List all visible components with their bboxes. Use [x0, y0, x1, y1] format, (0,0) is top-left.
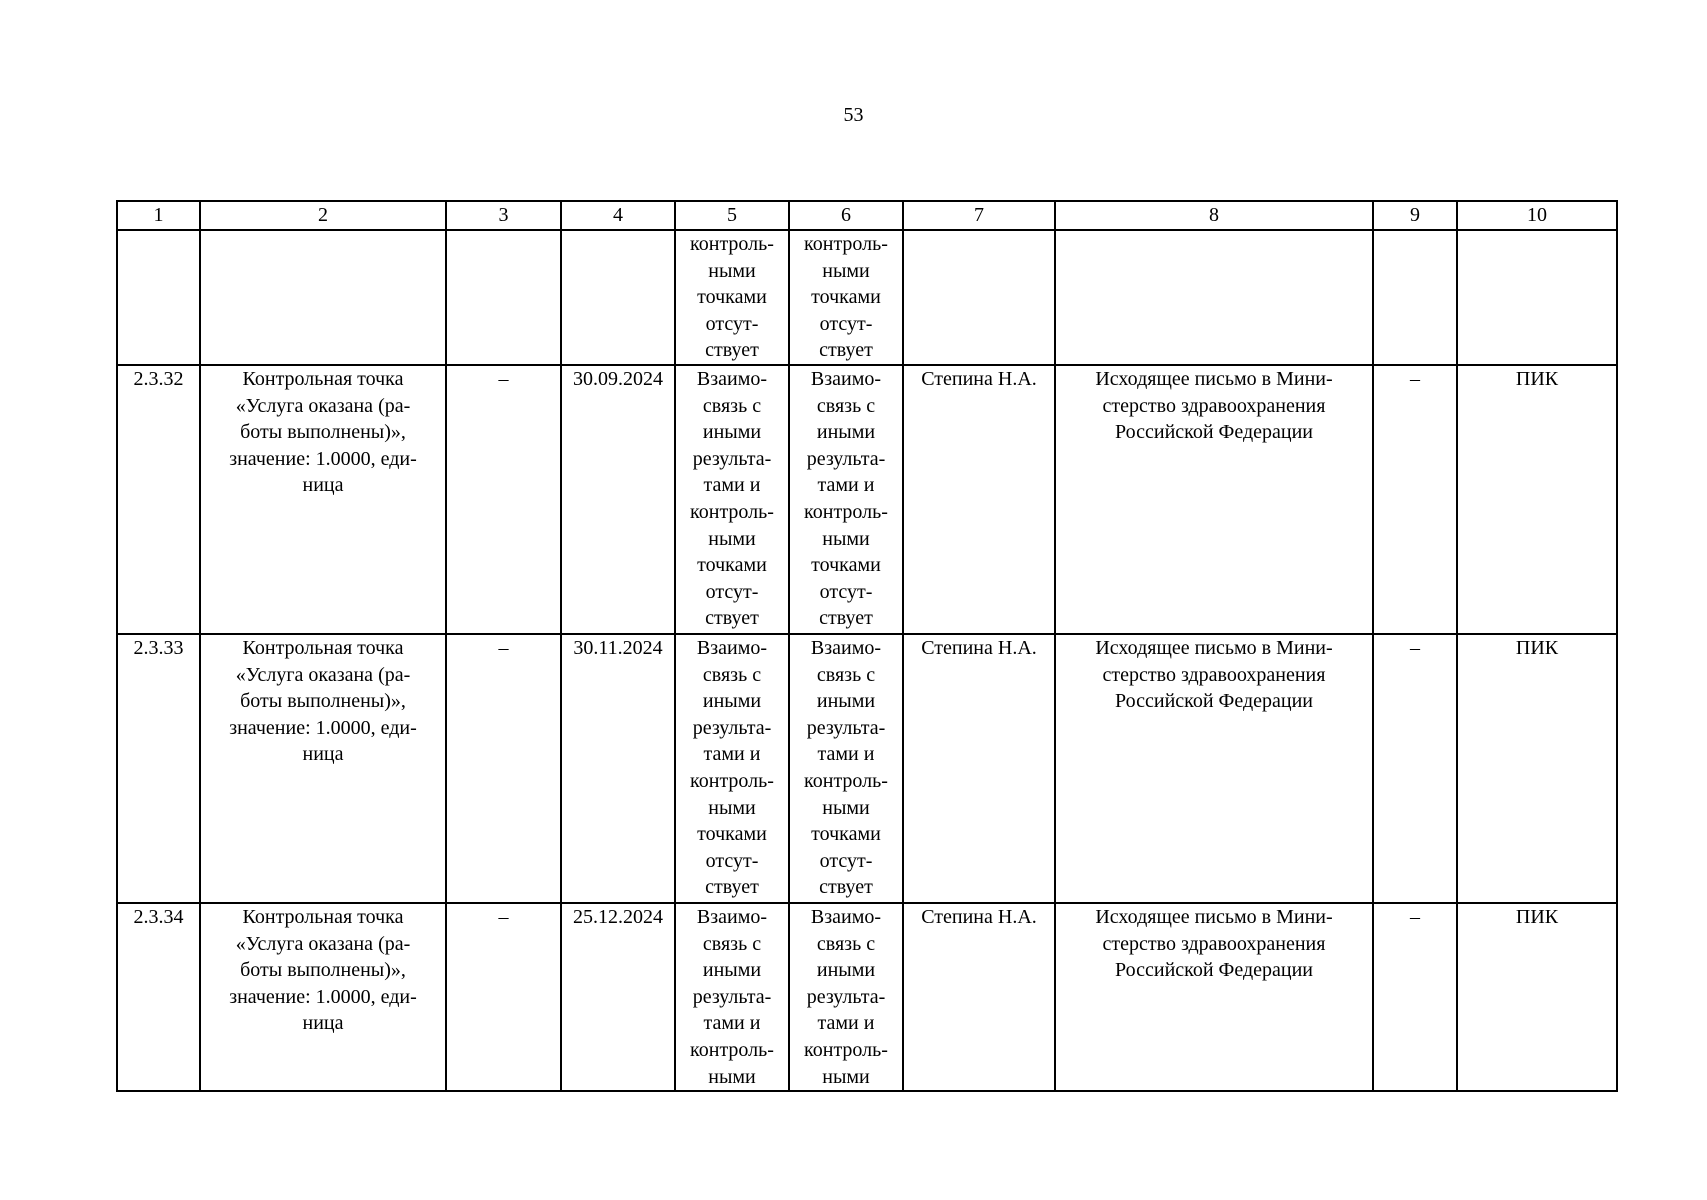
- system-cell: ПИК: [1457, 365, 1617, 634]
- dash-cell: –: [1373, 903, 1457, 1091]
- cell-empty: [903, 230, 1055, 365]
- column-header-6: 6: [789, 201, 903, 230]
- relationship-cell: Взаимо- связь с иными результа- тами и контроль- ными: [675, 903, 789, 1091]
- control-point-name: Контрольная точка «Услуга оказана (ра- боты выполнены)», значение: 1.0000, еди- ница: [200, 634, 446, 903]
- responsible-person: Степина Н.А.: [903, 634, 1055, 903]
- column-header-5: 5: [675, 201, 789, 230]
- relationship-cell: контроль- ными точками отсут- ствует: [675, 230, 789, 365]
- responsible-person: Степина Н.А.: [903, 903, 1055, 1091]
- date-cell: 30.11.2024: [561, 634, 675, 903]
- relationship-cell: Взаимо- связь с иными результа- тами и контроль- ными точками отсут- ствует: [789, 634, 903, 903]
- column-header-3: 3: [446, 201, 561, 230]
- column-header-9: 9: [1373, 201, 1457, 230]
- relationship-cell: Взаимо- связь с иными результа- тами и контроль- ными точками отсут- ствует: [789, 365, 903, 634]
- cell-empty: [1055, 230, 1373, 365]
- dash-cell: –: [1373, 365, 1457, 634]
- row-number: 2.3.32: [117, 365, 200, 634]
- row-number: 2.3.33: [117, 634, 200, 903]
- document-type: Исходящее письмо в Мини- стерство здравоохранения Российской Федерации: [1055, 903, 1373, 1091]
- column-header-4: 4: [561, 201, 675, 230]
- relationship-cell: контроль- ными точками отсут- ствует: [789, 230, 903, 365]
- system-cell: ПИК: [1457, 903, 1617, 1091]
- cell-empty: [1373, 230, 1457, 365]
- relationship-cell: Взаимо- связь с иными результа- тами и контроль- ными точками отсут- ствует: [675, 634, 789, 903]
- cell-empty: [117, 230, 200, 365]
- relationship-cell: Взаимо- связь с иными результа- тами и контроль- ными: [789, 903, 903, 1091]
- document-type: Исходящее письмо в Мини- стерство здравоохранения Российской Федерации: [1055, 634, 1373, 903]
- control-point-name: Контрольная точка «Услуга оказана (ра- боты выполнены)», значение: 1.0000, еди- ница: [200, 365, 446, 634]
- page-number: 53: [843, 104, 864, 126]
- table-row: [117, 365, 1617, 634]
- cell-empty: [1457, 230, 1617, 365]
- date-cell: 25.12.2024: [561, 903, 675, 1091]
- dash-cell: –: [446, 365, 561, 634]
- dash-cell: –: [1373, 634, 1457, 903]
- column-header-1: 1: [117, 201, 200, 230]
- dash-cell: –: [446, 634, 561, 903]
- row-number: 2.3.34: [117, 903, 200, 1091]
- column-header-8: 8: [1055, 201, 1373, 230]
- column-header-10: 10: [1457, 201, 1617, 230]
- cell-empty: [200, 230, 446, 365]
- date-cell: 30.09.2024: [561, 365, 675, 634]
- cell-empty: [561, 230, 675, 365]
- cell-empty: [446, 230, 561, 365]
- continuation-row: [117, 230, 1617, 365]
- column-header-2: 2: [200, 201, 446, 230]
- dash-cell: –: [446, 903, 561, 1091]
- system-cell: ПИК: [1457, 634, 1617, 903]
- column-header-7: 7: [903, 201, 1055, 230]
- column-number-header-row: [117, 201, 1617, 230]
- responsible-person: Степина Н.А.: [903, 365, 1055, 634]
- table-row: [117, 903, 1617, 1091]
- table-row: [117, 634, 1617, 903]
- control-point-name: Контрольная точка «Услуга оказана (ра- боты выполнены)», значение: 1.0000, еди- ница: [200, 903, 446, 1091]
- relationship-cell: Взаимо- связь с иными результа- тами и контроль- ными точками отсут- ствует: [675, 365, 789, 634]
- control-points-table: [116, 200, 1618, 1092]
- document-type: Исходящее письмо в Мини- стерство здравоохранения Российской Федерации: [1055, 365, 1373, 634]
